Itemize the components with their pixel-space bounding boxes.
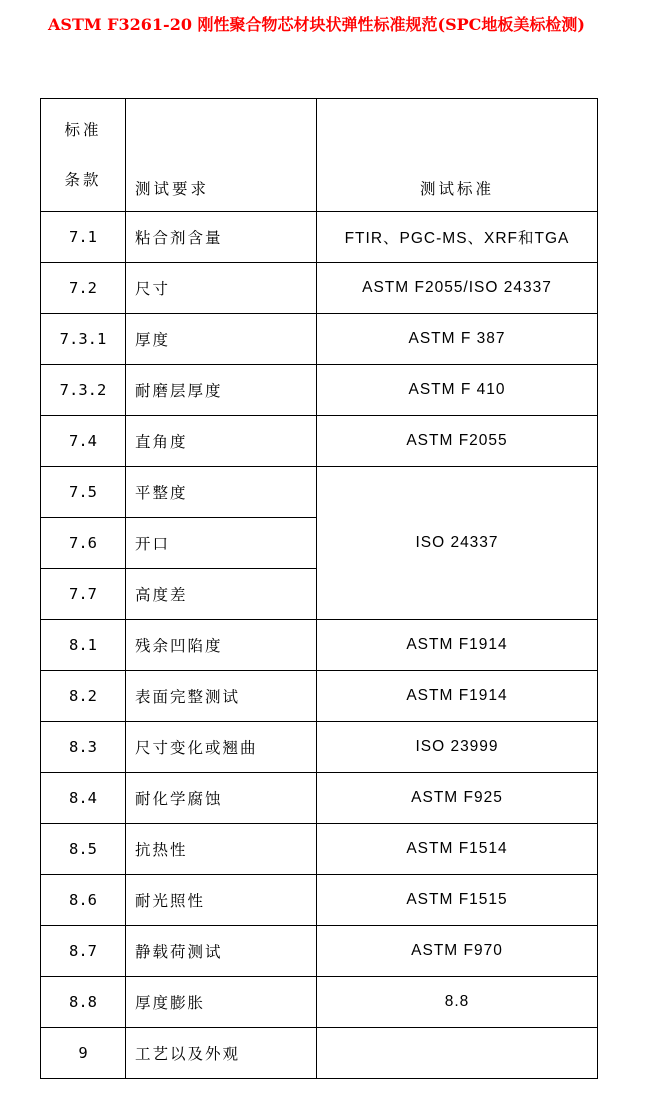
table-row bbox=[41, 212, 598, 263]
clause-cell: 7.4 bbox=[41, 416, 126, 467]
table-row bbox=[41, 467, 598, 518]
header-clause-line2: 条款 bbox=[64, 171, 102, 189]
requirement-cell: 厚度 bbox=[126, 314, 317, 365]
clause-cell: 8.1 bbox=[41, 620, 126, 671]
requirement-cell: 厚度膨胀 bbox=[126, 977, 317, 1028]
table-row bbox=[41, 620, 598, 671]
table-row bbox=[41, 773, 598, 824]
table-row bbox=[41, 671, 598, 722]
header-requirement: 测试要求 bbox=[126, 99, 317, 212]
table-header-row bbox=[41, 99, 598, 212]
table-row bbox=[41, 926, 598, 977]
table-row bbox=[41, 977, 598, 1028]
clause-cell: 9 bbox=[41, 1028, 126, 1079]
table-row bbox=[41, 365, 598, 416]
table-row bbox=[41, 722, 598, 773]
document-title: ASTM F3261-20 刚性聚合物芯材块状弹性标准规范(SPC地板美标检测) bbox=[48, 15, 585, 34]
requirement-cell: 耐光照性 bbox=[126, 875, 317, 926]
requirement-cell: 工艺以及外观 bbox=[126, 1028, 317, 1079]
clause-cell: 7.6 bbox=[41, 518, 126, 569]
clause-cell: 7.2 bbox=[41, 263, 126, 314]
standard-cell: ASTM F2055/ISO 24337 bbox=[317, 263, 598, 314]
requirement-cell: 直角度 bbox=[126, 416, 317, 467]
standard-cell: ASTM F1914 bbox=[317, 671, 598, 722]
standard-cell: ASTM F 387 bbox=[317, 314, 598, 365]
requirement-cell: 表面完整测试 bbox=[126, 671, 317, 722]
header-clause bbox=[41, 99, 126, 212]
table-row bbox=[41, 416, 598, 467]
clause-cell: 7.7 bbox=[41, 569, 126, 620]
table-row bbox=[41, 1028, 598, 1079]
clause-cell: 8.4 bbox=[41, 773, 126, 824]
header-standard: 测试标准 bbox=[317, 99, 598, 212]
standard-cell: ASTM F925 bbox=[317, 773, 598, 824]
clause-cell: 8.3 bbox=[41, 722, 126, 773]
table-row bbox=[41, 875, 598, 926]
requirement-cell: 开口 bbox=[126, 518, 317, 569]
standards-table bbox=[40, 98, 598, 1079]
header-clause-line1: 标准 bbox=[64, 121, 102, 139]
clause-cell: 7.3.2 bbox=[41, 365, 126, 416]
clause-cell: 8.2 bbox=[41, 671, 126, 722]
standard-cell: ASTM F2055 bbox=[317, 416, 598, 467]
standard-cell bbox=[317, 1028, 598, 1079]
requirement-cell: 尺寸 bbox=[126, 263, 317, 314]
requirement-cell: 残余凹陷度 bbox=[126, 620, 317, 671]
table-row bbox=[41, 314, 598, 365]
clause-cell: 7.1 bbox=[41, 212, 126, 263]
standard-cell: ASTM F970 bbox=[317, 926, 598, 977]
requirement-cell: 耐化学腐蚀 bbox=[126, 773, 317, 824]
requirement-cell: 高度差 bbox=[126, 569, 317, 620]
requirement-cell: 尺寸变化或翘曲 bbox=[126, 722, 317, 773]
requirement-cell: 静载荷测试 bbox=[126, 926, 317, 977]
requirement-cell: 耐磨层厚度 bbox=[126, 365, 317, 416]
standard-cell: ISO 23999 bbox=[317, 722, 598, 773]
clause-cell: 8.8 bbox=[41, 977, 126, 1028]
standard-cell: 8.8 bbox=[317, 977, 598, 1028]
standard-cell: ASTM F1515 bbox=[317, 875, 598, 926]
clause-cell: 7.5 bbox=[41, 467, 126, 518]
standard-cell: FTIR、PGC-MS、XRF和TGA bbox=[317, 212, 598, 263]
requirement-cell: 平整度 bbox=[126, 467, 317, 518]
standard-cell-merged: ISO 24337 bbox=[317, 467, 598, 620]
table-row bbox=[41, 263, 598, 314]
standard-cell: ASTM F1914 bbox=[317, 620, 598, 671]
standard-cell: ASTM F1514 bbox=[317, 824, 598, 875]
requirement-cell: 粘合剂含量 bbox=[126, 212, 317, 263]
clause-cell: 8.6 bbox=[41, 875, 126, 926]
clause-cell: 7.3.1 bbox=[41, 314, 126, 365]
requirement-cell: 抗热性 bbox=[126, 824, 317, 875]
clause-cell: 8.7 bbox=[41, 926, 126, 977]
standard-cell: ASTM F 410 bbox=[317, 365, 598, 416]
clause-cell: 8.5 bbox=[41, 824, 126, 875]
table-row bbox=[41, 824, 598, 875]
